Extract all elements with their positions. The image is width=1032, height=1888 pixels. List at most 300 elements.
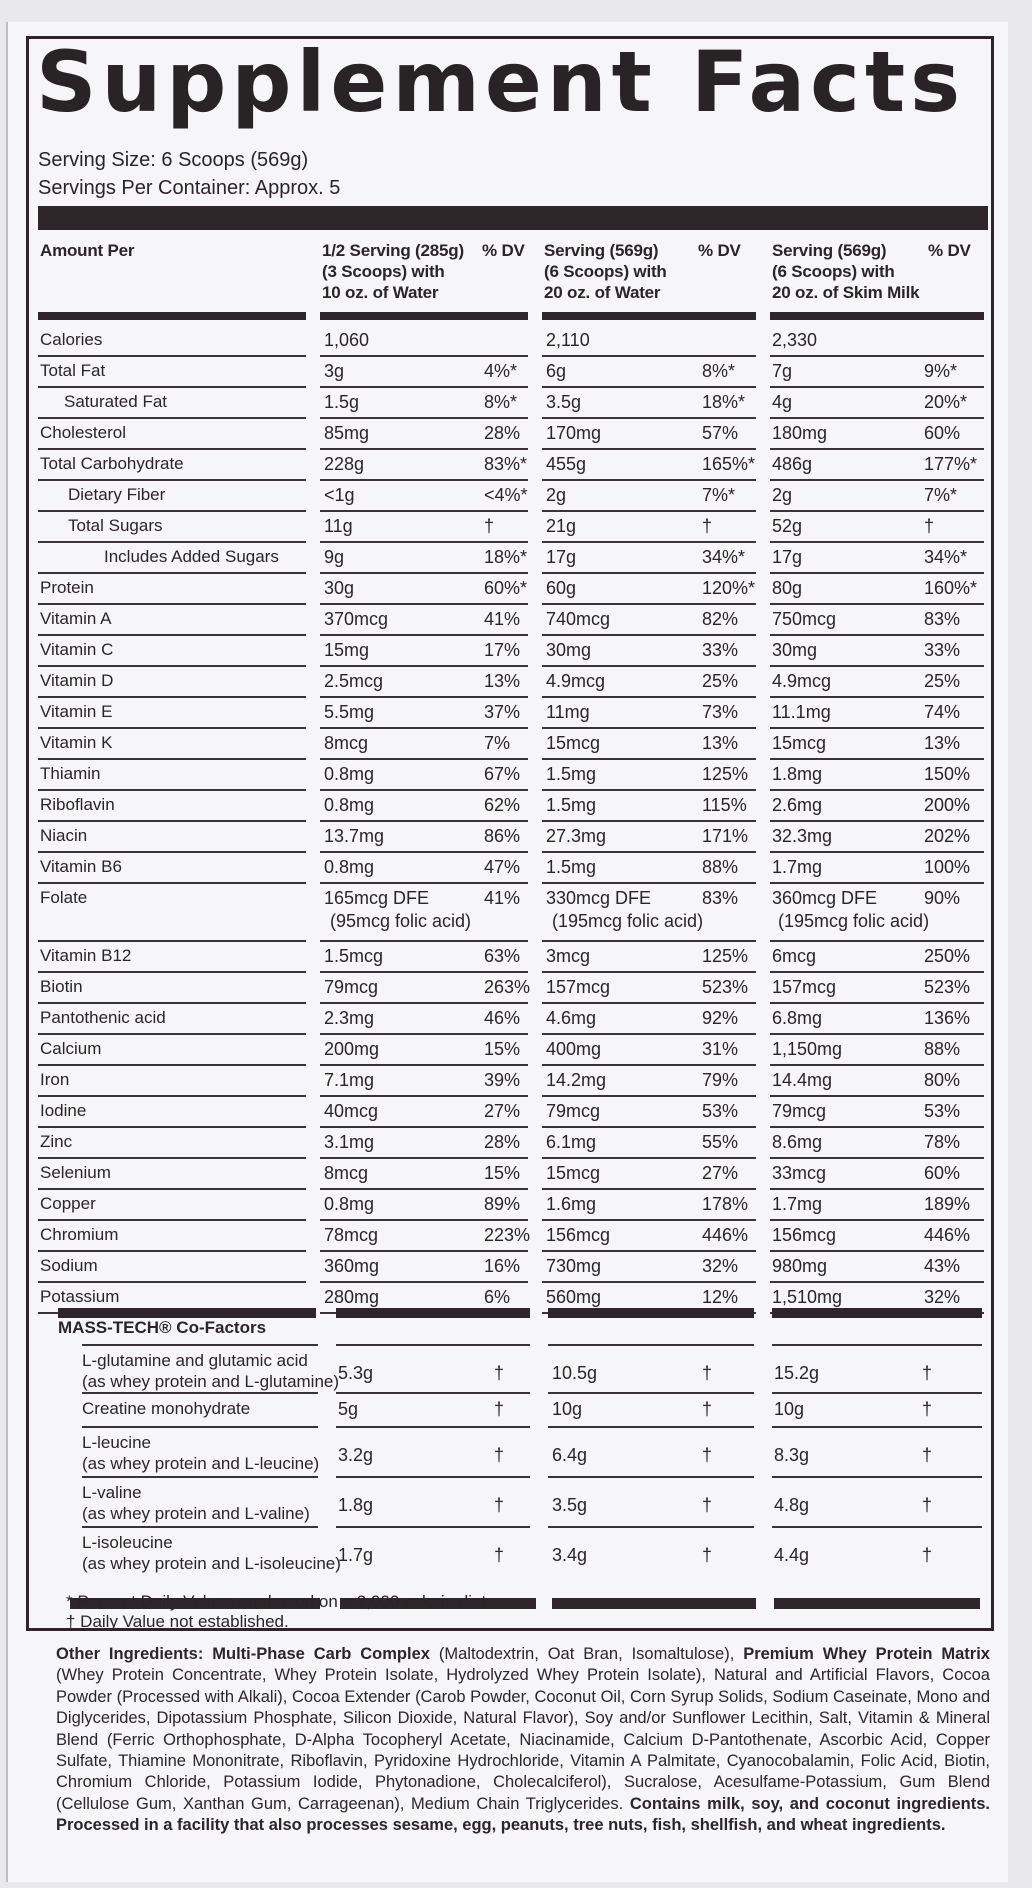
row-divider bbox=[542, 1219, 756, 1221]
col3-serving-line3: 20 oz. of Skim Milk bbox=[772, 283, 920, 302]
row-divider bbox=[38, 1188, 306, 1190]
nutrient-amount: 1.5g bbox=[324, 392, 360, 412]
header-rule-col2 bbox=[542, 312, 756, 320]
cofactor-divider bbox=[548, 1426, 754, 1428]
nutrient-amount: 2.6mg bbox=[772, 795, 823, 815]
nutrient-dv: 41% bbox=[484, 609, 521, 629]
cofactor-amount: 4.4g bbox=[774, 1545, 810, 1565]
row-divider bbox=[38, 1250, 306, 1252]
masstech-title: MASS-TECH® Co-Factors bbox=[58, 1318, 267, 1337]
cofactor-dv: † bbox=[922, 1495, 933, 1515]
row-divider bbox=[38, 1157, 306, 1159]
nutrient-dv: 115% bbox=[702, 795, 747, 815]
row-divider bbox=[320, 1002, 528, 1004]
col3-serving-line1: Serving (569g) bbox=[772, 241, 887, 260]
nutrient-amount: 0.8mg bbox=[324, 1194, 375, 1214]
row-divider bbox=[320, 758, 528, 760]
row-divider bbox=[38, 882, 306, 884]
nutrient-dv: 136% bbox=[924, 1008, 971, 1028]
row-divider bbox=[542, 1188, 756, 1190]
footnote-dv: * Percent Daily Values are based on a 2,000 calorie diet. bbox=[66, 1592, 491, 1611]
nutrient-label: Vitamin B12 bbox=[40, 946, 132, 965]
row-divider bbox=[542, 971, 756, 973]
nutrient-amount: 228g bbox=[324, 454, 365, 474]
nutrient-dv: 16% bbox=[484, 1256, 521, 1276]
nutrient-dv: 27% bbox=[702, 1163, 739, 1183]
nutrient-amount: 32.3mg bbox=[772, 826, 833, 846]
row-divider bbox=[542, 417, 756, 419]
nutrient-amount: 1.7mg bbox=[772, 857, 823, 877]
nutrient-label: Total Fat bbox=[40, 361, 106, 380]
row-divider bbox=[770, 1064, 984, 1066]
nutrient-dv: † bbox=[702, 516, 713, 536]
row-divider bbox=[770, 1157, 984, 1159]
row-divider bbox=[320, 1126, 528, 1128]
nutrient-dv: 446% bbox=[924, 1225, 971, 1245]
row-divider bbox=[542, 355, 756, 357]
row-divider bbox=[320, 355, 528, 357]
row-divider bbox=[542, 1033, 756, 1035]
row-divider bbox=[770, 386, 984, 388]
nutrient-label: Niacin bbox=[40, 826, 88, 845]
nutrient-amount: 455g bbox=[546, 454, 587, 474]
nutrient-label: Total Carbohydrate bbox=[40, 454, 184, 473]
nutrient-label: Zinc bbox=[40, 1132, 73, 1151]
cofactor-amount: 10g bbox=[774, 1399, 805, 1419]
row-divider bbox=[770, 758, 984, 760]
cofactor-divider bbox=[82, 1426, 318, 1428]
col3-serving-line2: (6 Scoops) with bbox=[772, 262, 895, 281]
ingredients-body: (Whey Protein Concentrate, Whey Protein Isolate, Hydrolyzed Whey Protein Isolate), Natural and Artificial Flavors, Cocoa Powder (Processed with Alkali), Cocoa Extender (Carob Powder, Coconut Oil, Corn Syrup Solids, Sodium Caseinate, Mono and Diglycerides, Dipotassium Phosphate, Silicon Dioxide, Natural Flavor), Soy and/or Sunflower Lecithin, Salt, Vitamin & Mineral Blend (Ferric Orthophosphate, D-Alpha Tocopheryl Acetate, Niacinamide, Calcium D-Pantothenate, Ascorbic Acid, Copper Sulfate, Thiamine Mononitrate, Riboflavin, Pyridoxine Hydrochloride, Vitamin A Palmitate, Cyanocobalamin, Folic Acid, Biotin, Chromium Chloride, Potassium Iodide, Phytonadione, Cholecalciferol), Sucralose, Acesulfame-Potassium, Gum Blend (Cellulose Gum, Xanthan Gum, Carrageenan), Medium Chain Triglycerides. bbox=[56, 1666, 990, 1813]
nutrient-amount: 156mcg bbox=[772, 1225, 837, 1245]
nutrient-label: Chromium bbox=[40, 1225, 119, 1244]
nutrient-label: Vitamin D bbox=[40, 671, 114, 690]
nutrient-dv: 178% bbox=[702, 1194, 749, 1214]
nutrient-amount: 7.1mg bbox=[324, 1070, 375, 1090]
row-divider bbox=[770, 603, 984, 605]
row-divider bbox=[542, 1095, 756, 1097]
nutrient-dv: 88% bbox=[924, 1039, 961, 1059]
row-divider bbox=[542, 1002, 756, 1004]
bottom-rule-col3 bbox=[774, 1598, 980, 1609]
cofactor-dv: † bbox=[494, 1545, 505, 1565]
row-divider bbox=[38, 417, 306, 419]
nutrient-dv: 7%* bbox=[702, 485, 736, 505]
nutrient-dv: 200% bbox=[924, 795, 971, 815]
nutrient-dv: 60% bbox=[924, 1163, 961, 1183]
row-divider bbox=[770, 665, 984, 667]
nutrient-label: Iron bbox=[40, 1070, 70, 1089]
cofactor-divider bbox=[772, 1392, 982, 1394]
row-divider bbox=[770, 940, 984, 942]
ingredients-allergens: Contains milk, soy, and coconut ingredients. Processed in a facility that also processes sesame, egg, peanuts, tree nuts, fish, shellfish, and wheat ingredients. bbox=[56, 1794, 990, 1835]
cofactor-amount: 3.2g bbox=[338, 1445, 374, 1465]
row-divider bbox=[320, 1033, 528, 1035]
nutrient-amount: 156mcg bbox=[546, 1225, 611, 1245]
nutrient-amount: 5.5mg bbox=[324, 702, 375, 722]
row-divider bbox=[320, 603, 528, 605]
row-divider bbox=[320, 572, 528, 574]
nutrient-dv: 13% bbox=[702, 733, 739, 753]
col1-serving-line1: 1/2 Serving (285g) bbox=[322, 241, 464, 260]
nutrient-label: Cholesterol bbox=[40, 423, 126, 442]
cofactor-divider bbox=[82, 1344, 318, 1346]
nutrient-dv: 39% bbox=[484, 1070, 521, 1090]
row-divider bbox=[542, 882, 756, 884]
nutrient-dv: 18%* bbox=[702, 392, 746, 412]
col3-dv-heading: % DV bbox=[928, 241, 971, 260]
nutrient-dv: 250% bbox=[924, 946, 971, 966]
nutrient-dv: 7% bbox=[484, 733, 511, 753]
nutrient-amount: 33mcg bbox=[772, 1163, 827, 1183]
row-divider bbox=[38, 820, 306, 822]
cofactor-divider bbox=[772, 1476, 982, 1478]
bottom-rule-col2 bbox=[552, 1598, 756, 1609]
col1-serving-line3: 10 oz. of Water bbox=[322, 283, 439, 302]
nutrient-amount: 0.8mg bbox=[324, 795, 375, 815]
nutrient-dv: 8%* bbox=[702, 361, 736, 381]
nutrient-dv: 446% bbox=[702, 1225, 749, 1245]
ingredients-carb-text: (Maltodextrin, Oat Bran, Isomaltulose), bbox=[429, 1645, 744, 1663]
row-divider bbox=[542, 820, 756, 822]
row-divider bbox=[770, 1126, 984, 1128]
nutrient-amount: 4.6mg bbox=[546, 1008, 597, 1028]
nutrient-label: Sodium bbox=[40, 1256, 98, 1275]
nutrient-amount: 11.1mg bbox=[772, 702, 831, 722]
cofactor-divider bbox=[336, 1426, 530, 1428]
nutrient-amount: 15mcg bbox=[546, 1163, 601, 1183]
cofactor-divider bbox=[548, 1526, 754, 1528]
row-divider bbox=[542, 789, 756, 791]
nutrient-amount: 1,060 bbox=[324, 330, 370, 350]
nutrient-amount: 200mg bbox=[324, 1039, 380, 1059]
row-divider bbox=[320, 1250, 528, 1252]
row-divider bbox=[770, 479, 984, 481]
nutrient-amount: 21g bbox=[546, 516, 577, 536]
cofactor-amount: 1.7g bbox=[338, 1545, 374, 1565]
nutrient-dv: 150% bbox=[924, 764, 971, 784]
nutrient-amount: 2,330 bbox=[772, 330, 818, 350]
row-divider bbox=[38, 1002, 306, 1004]
nutrient-amount: 180mg bbox=[772, 423, 828, 443]
nutrient-amount: 4.9mcg bbox=[546, 671, 606, 691]
nutrient-amount: 1.6mg bbox=[546, 1194, 597, 1214]
nutrient-amount: 280mg bbox=[324, 1287, 380, 1307]
row-divider bbox=[770, 417, 984, 419]
row-divider bbox=[320, 448, 528, 450]
row-divider bbox=[770, 510, 984, 512]
nutrient-dv: 79% bbox=[702, 1070, 739, 1090]
row-divider bbox=[38, 1064, 306, 1066]
nutrient-amount: 1.5mg bbox=[546, 857, 597, 877]
row-divider bbox=[770, 448, 984, 450]
cofactor-divider bbox=[82, 1392, 318, 1394]
nutrient-amount: 3.1mg bbox=[324, 1132, 375, 1152]
nutrient-amount: 400mg bbox=[546, 1039, 602, 1059]
row-divider bbox=[770, 1250, 984, 1252]
col1-dv-heading: % DV bbox=[482, 241, 525, 260]
row-divider bbox=[38, 1033, 306, 1035]
row-divider bbox=[542, 572, 756, 574]
nutrient-amount: 30mg bbox=[546, 640, 592, 660]
row-divider bbox=[542, 479, 756, 481]
row-divider bbox=[542, 1281, 756, 1283]
nutrient-amount: 11g bbox=[324, 516, 353, 536]
row-divider bbox=[542, 634, 756, 636]
cofactor-dv: † bbox=[702, 1363, 713, 1383]
nutrient-dv: 92% bbox=[702, 1008, 739, 1028]
nutrient-amount: 8mcg bbox=[324, 733, 369, 753]
row-divider bbox=[38, 851, 306, 853]
nutrient-label: Calcium bbox=[40, 1039, 102, 1058]
row-divider bbox=[770, 820, 984, 822]
row-divider bbox=[770, 1033, 984, 1035]
row-divider bbox=[320, 727, 528, 729]
row-divider bbox=[542, 1250, 756, 1252]
header-rule-col1 bbox=[320, 312, 528, 320]
cofactor-divider bbox=[336, 1344, 530, 1346]
cofactor-label: (as whey protein and L-glutamine) bbox=[82, 1372, 340, 1391]
row-divider bbox=[542, 1126, 756, 1128]
nutrient-label: Biotin bbox=[40, 977, 83, 996]
nutrient-amount: <1g bbox=[324, 485, 355, 505]
cofactor-divider bbox=[772, 1526, 982, 1528]
cofactor-divider bbox=[548, 1344, 754, 1346]
row-divider bbox=[38, 510, 306, 512]
row-divider bbox=[38, 727, 306, 729]
nutrient-label: Pantothenic acid bbox=[40, 1008, 166, 1027]
row-divider bbox=[770, 1002, 984, 1004]
cofactor-label: (as whey protein and L-isoleucine) bbox=[82, 1554, 341, 1573]
nutrient-dv: 20%* bbox=[924, 392, 968, 412]
nutrient-amount: 0.8mg bbox=[324, 857, 375, 877]
nutrient-dv: 63% bbox=[484, 946, 521, 966]
row-divider bbox=[770, 696, 984, 698]
row-divider bbox=[38, 1219, 306, 1221]
nutrient-dv: 12% bbox=[702, 1287, 739, 1307]
nutrient-amount: 8.6mg bbox=[772, 1132, 823, 1152]
nutrient-amount: 6g bbox=[546, 361, 567, 381]
cofactor-dv: † bbox=[922, 1545, 933, 1565]
nutrient-dv: 57% bbox=[702, 423, 739, 443]
nutrient-dv: 47% bbox=[484, 857, 521, 877]
row-divider bbox=[770, 971, 984, 973]
nutrient-dv: 32% bbox=[924, 1287, 961, 1307]
ingredients-whey-heading: Premium Whey Protein Matrix bbox=[743, 1645, 990, 1663]
row-divider bbox=[320, 851, 528, 853]
nutrient-note: (95mcg folic acid) bbox=[330, 911, 472, 931]
nutrient-dv: 82% bbox=[702, 609, 739, 629]
nutrient-amount: 40mcg bbox=[324, 1101, 379, 1121]
nutrient-amount: 17g bbox=[772, 547, 803, 567]
cofactor-amount: 3.4g bbox=[552, 1545, 588, 1565]
row-divider bbox=[38, 696, 306, 698]
cofactor-dv: † bbox=[922, 1399, 933, 1419]
col1-serving-line2: (3 Scoops) with bbox=[322, 262, 445, 281]
nutrient-amount: 15mcg bbox=[772, 733, 827, 753]
nutrient-dv: 46% bbox=[484, 1008, 521, 1028]
nutrient-dv: 15% bbox=[484, 1039, 521, 1059]
nutrient-dv: 28% bbox=[484, 423, 521, 443]
nutrient-amount: 2,110 bbox=[546, 330, 590, 350]
nutrient-dv: 120%* bbox=[702, 578, 756, 598]
col2-serving-line2: (6 Scoops) with bbox=[544, 262, 667, 281]
cofactor-label: L-valine bbox=[82, 1483, 142, 1502]
cofactor-label: L-isoleucine bbox=[82, 1533, 173, 1552]
cofactor-amount: 10.5g bbox=[552, 1363, 598, 1383]
row-divider bbox=[38, 940, 306, 942]
nutrient-dv: 34%* bbox=[702, 547, 746, 567]
row-divider bbox=[770, 851, 984, 853]
nutrient-dv: 15% bbox=[484, 1163, 521, 1183]
nutrient-dv: 80% bbox=[924, 1070, 961, 1090]
nutrient-amount: 80g bbox=[772, 578, 803, 598]
row-divider bbox=[38, 541, 306, 543]
cofactor-label: L-leucine bbox=[82, 1433, 151, 1452]
footnote-dagger: † Daily Value not established. bbox=[66, 1612, 289, 1631]
nutrient-amount: 3g bbox=[324, 361, 345, 381]
cofactor-divider bbox=[336, 1392, 530, 1394]
nutrient-amount: 6.8mg bbox=[772, 1008, 823, 1028]
nutrient-amount: 740mcg bbox=[546, 609, 611, 629]
cofactor-amount: 5.3g bbox=[338, 1363, 374, 1383]
nutrient-label: Vitamin A bbox=[40, 609, 112, 628]
row-divider bbox=[320, 1188, 528, 1190]
cofactor-label: L-glutamine and glutamic acid bbox=[82, 1351, 308, 1370]
nutrient-amount: 330mcg DFE bbox=[546, 888, 652, 908]
nutrient-dv: 9%* bbox=[924, 361, 958, 381]
ingredients-lead: Other Ingredients: Multi-Phase Carb Complex bbox=[56, 1645, 430, 1663]
cofactor-dv: † bbox=[702, 1445, 713, 1465]
nutrient-dv: 25% bbox=[702, 671, 739, 691]
row-divider bbox=[542, 603, 756, 605]
nutrient-dv: 13% bbox=[924, 733, 961, 753]
row-divider bbox=[38, 634, 306, 636]
row-divider bbox=[770, 1188, 984, 1190]
cofactor-divider bbox=[548, 1392, 754, 1394]
nutrient-amount: 486g bbox=[772, 454, 813, 474]
nutrient-label: Thiamin bbox=[40, 764, 101, 783]
cofactor-divider bbox=[82, 1526, 318, 1528]
other-ingredients bbox=[56, 1644, 990, 1837]
row-divider bbox=[320, 789, 528, 791]
header-thick-bar bbox=[38, 206, 988, 230]
row-divider bbox=[542, 510, 756, 512]
row-divider bbox=[320, 1064, 528, 1066]
nutrient-amount: 79mcg bbox=[772, 1101, 827, 1121]
nutrient-dv: † bbox=[924, 516, 935, 536]
nutrient-label: Riboflavin bbox=[40, 795, 115, 814]
nutrient-amount: 52g bbox=[772, 516, 803, 536]
row-divider bbox=[320, 1157, 528, 1159]
nutrient-amount: 85mg bbox=[324, 423, 370, 443]
row-divider bbox=[320, 820, 528, 822]
nutrient-dv: 83% bbox=[702, 888, 739, 908]
masstech-rule-label bbox=[58, 1308, 316, 1318]
header-rule-col3 bbox=[770, 312, 984, 320]
row-divider bbox=[320, 417, 528, 419]
cofactor-dv: † bbox=[922, 1363, 933, 1383]
row-divider bbox=[38, 603, 306, 605]
nutrient-label: Potassium bbox=[40, 1287, 120, 1306]
nutrient-amount: 1.5mg bbox=[546, 764, 597, 784]
row-divider bbox=[320, 634, 528, 636]
col2-serving-line3: 20 oz. of Water bbox=[544, 283, 661, 302]
nutrient-dv: 37% bbox=[484, 702, 521, 722]
cofactor-amount: 4.8g bbox=[774, 1495, 810, 1515]
row-divider bbox=[320, 510, 528, 512]
nutrient-amount: 157mcg bbox=[772, 977, 837, 997]
row-divider bbox=[38, 386, 306, 388]
row-divider bbox=[38, 1126, 306, 1128]
nutrient-dv: 33% bbox=[924, 640, 961, 660]
masstech-rule-col2 bbox=[548, 1308, 754, 1318]
header-rule-label bbox=[38, 312, 306, 320]
cofactor-amount: 6.4g bbox=[552, 1445, 588, 1465]
nutrient-amount: 78mcg bbox=[324, 1225, 379, 1245]
nutrient-dv: 89% bbox=[484, 1194, 521, 1214]
nutrient-dv: 27% bbox=[484, 1101, 521, 1121]
nutrient-dv: 83% bbox=[924, 609, 961, 629]
serving-size: Serving Size: 6 Scoops (569g) bbox=[38, 149, 309, 171]
row-divider bbox=[542, 1157, 756, 1159]
nutrient-amount: 2g bbox=[546, 485, 567, 505]
cofactor-dv: † bbox=[494, 1399, 505, 1419]
cofactor-dv: † bbox=[702, 1399, 713, 1419]
row-divider bbox=[38, 479, 306, 481]
cofactor-dv: † bbox=[494, 1495, 505, 1515]
row-divider bbox=[320, 479, 528, 481]
nutrient-dv: 73% bbox=[702, 702, 739, 722]
row-divider bbox=[770, 1281, 984, 1283]
nutrient-amount: 7g bbox=[772, 361, 793, 381]
nutrient-dv: 4%* bbox=[484, 361, 518, 381]
nutrient-dv: 33% bbox=[702, 640, 739, 660]
cofactor-dv: † bbox=[702, 1495, 713, 1515]
nutrient-amount: 15mg bbox=[324, 640, 370, 660]
nutrient-label: Vitamin C bbox=[40, 640, 114, 659]
nutrient-dv: 86% bbox=[484, 826, 521, 846]
nutrient-amount: 3.5g bbox=[546, 392, 582, 412]
row-divider bbox=[320, 1281, 528, 1283]
row-divider bbox=[770, 541, 984, 543]
nutrient-amount: 13.7mg bbox=[324, 826, 385, 846]
nutrient-dv: <4%* bbox=[484, 485, 528, 505]
nutrient-label: Iodine bbox=[40, 1101, 87, 1120]
row-divider bbox=[542, 696, 756, 698]
nutrient-dv: 171% bbox=[702, 826, 749, 846]
amount-per-heading: Amount Per bbox=[40, 241, 135, 260]
row-divider bbox=[320, 541, 528, 543]
row-divider bbox=[320, 882, 528, 884]
row-divider bbox=[320, 696, 528, 698]
nutrient-amount: 360mg bbox=[324, 1256, 380, 1276]
nutrient-dv: 67% bbox=[484, 764, 521, 784]
nutrient-dv: 31% bbox=[702, 1039, 739, 1059]
row-divider bbox=[320, 665, 528, 667]
nutrient-label: Folate bbox=[40, 888, 88, 907]
nutrient-dv: 83%* bbox=[484, 454, 528, 474]
nutrient-dv: 90% bbox=[924, 888, 961, 908]
nutrient-label: Saturated Fat bbox=[64, 392, 168, 411]
row-divider bbox=[38, 665, 306, 667]
nutrient-amount: 170mg bbox=[546, 423, 602, 443]
nutrient-amount: 9g bbox=[324, 547, 345, 567]
cofactor-amount: 3.5g bbox=[552, 1495, 588, 1515]
row-divider bbox=[38, 1281, 306, 1283]
nutrient-dv: 78% bbox=[924, 1132, 961, 1152]
nutrient-label: Vitamin E bbox=[40, 702, 113, 721]
